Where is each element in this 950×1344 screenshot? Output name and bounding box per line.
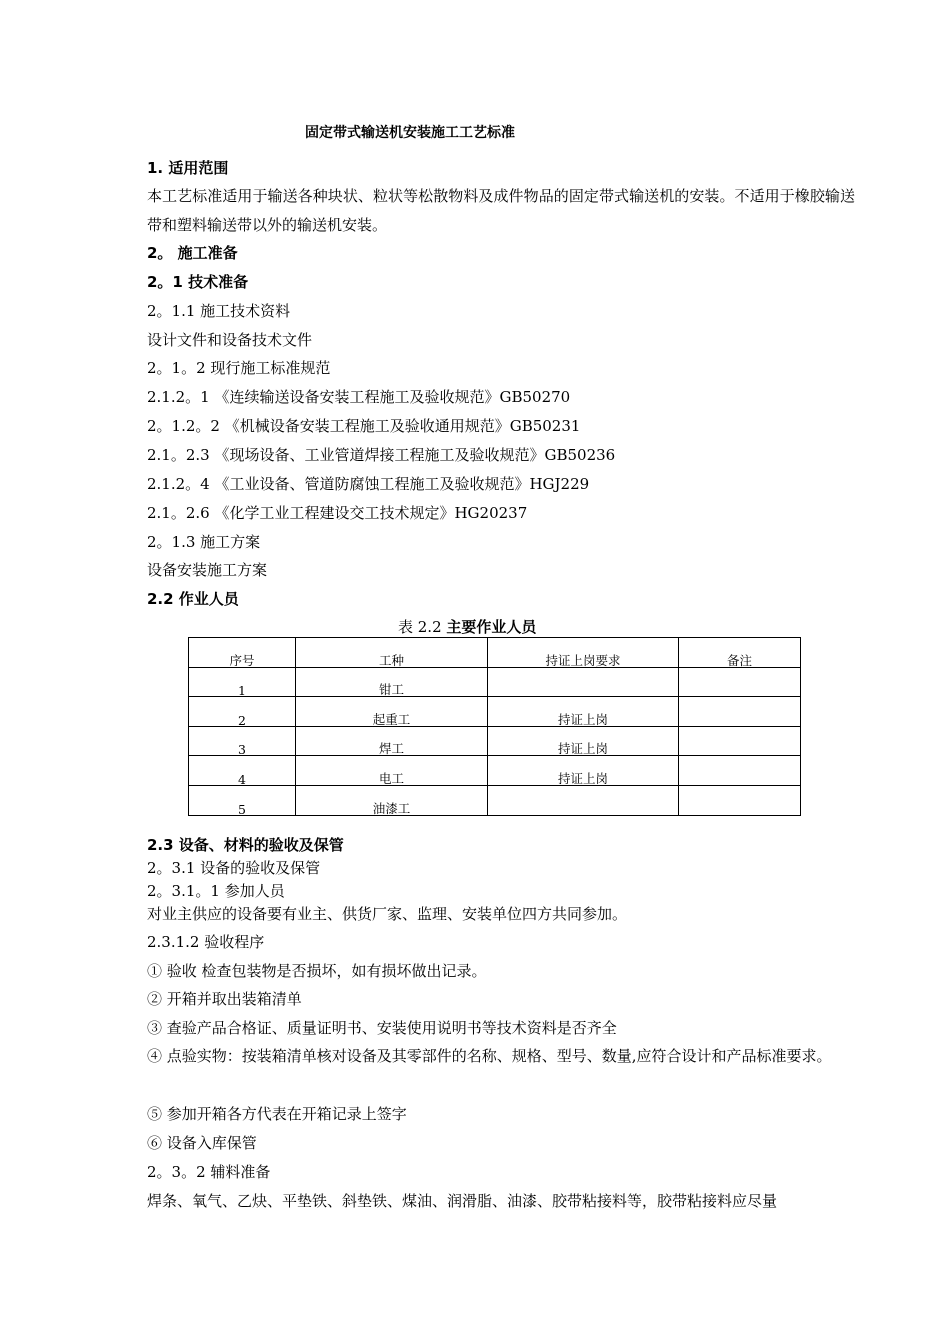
section-2-1-1-body: 设计文件和设备技术文件: [147, 331, 313, 349]
table-cell: [679, 697, 801, 727]
standard-item: 2.1.2。1 《连续输送设备安装工程施工及验收规范》GB50270: [147, 388, 571, 406]
table-caption-prefix: 表 2.2: [398, 618, 447, 636]
staff-table: [188, 637, 801, 816]
section-2-3-1: 2。3.1 设备的验收及保管: [147, 859, 321, 877]
table-cell: 持证上岗: [488, 756, 679, 786]
table-cell: 持证上岗: [488, 726, 679, 756]
standard-item: 2.1.2。4 《工业设备、管道防腐蚀工程施工及验收规范》HGJ229: [147, 475, 590, 493]
table-cell: 电工: [296, 756, 488, 786]
table-cell: 油漆工: [296, 785, 488, 815]
table-cell: [488, 667, 679, 697]
table-cell: 持证上岗: [488, 697, 679, 727]
section-2-1-3-body: 设备安装施工方案: [147, 561, 268, 579]
procedure-step: ⑥ 设备入库保管: [147, 1134, 257, 1152]
section-1-body-text: 本工艺标准适用于输送各种块状、粒状等松散物料及成件物品的固定带式输送机的安装。不适用于橡胶输送带和塑料输送带以外的输送机安装。: [147, 187, 855, 234]
table-row: [189, 785, 801, 815]
section-2-2-heading: 2.2 作业人员: [147, 590, 239, 608]
table-row: [189, 726, 801, 756]
table-cell: [679, 667, 801, 697]
table-caption-title: 主要作业人员: [446, 618, 537, 636]
table-cell: 1: [189, 667, 296, 697]
table-row: [189, 667, 801, 697]
table-header-cell: 序号: [189, 638, 296, 668]
section-2-3-1-1: 2。3.1。1 参加人员: [147, 882, 285, 900]
section-2-1-heading: 2。1 技术准备: [147, 273, 249, 291]
section-2-1-2: 2。1。2 现行施工标准规范: [147, 359, 331, 377]
standard-item: 2.1。2.3 《现场设备、工业管道焊接工程施工及验收规范》GB50236: [147, 446, 616, 464]
table-caption: [398, 617, 536, 637]
table-header-row: [189, 638, 801, 668]
standard-item: 2.1。2.6 《化学工业工程建设交工技术规定》HG20237: [147, 504, 528, 522]
procedure-step: [112, 1042, 855, 1071]
page-title: 固定带式输送机安装施工工艺标准: [305, 125, 515, 141]
section-2-3-heading: 2.3 设备、材料的验收及保管: [147, 836, 344, 854]
table-row: [189, 756, 801, 786]
table-cell: [679, 785, 801, 815]
section-2-heading: 2。 施工准备: [147, 244, 238, 262]
procedure-step: ③ 查验产品合格证、质量证明书、安装使用说明书等技术资料是否齐全: [147, 1019, 617, 1037]
section-1-body: [147, 182, 855, 240]
section-2-3-2-body: 焊条、氧气、乙炔、平垫铁、斜垫铁、煤油、润滑脂、油漆、胶带粘接料等，胶带粘接料应尽量: [147, 1192, 778, 1210]
section-1-heading: 1. 适用范围: [147, 159, 229, 177]
procedure-step: ② 开箱并取出装箱清单: [147, 990, 302, 1008]
section-2-3-1-2: 2.3.1.2 验收程序: [147, 933, 265, 951]
section-2-1-3: 2。1.3 施工方案: [147, 533, 261, 551]
table-cell: 钳工: [296, 667, 488, 697]
section-2-1-1: 2。1.1 施工技术资料: [147, 302, 291, 320]
table-cell: 起重工: [296, 697, 488, 727]
table-cell: 焊工: [296, 726, 488, 756]
section-2-3-2: 2。3。2 辅料准备: [147, 1163, 271, 1181]
table-header-cell: 工种: [296, 638, 488, 668]
standard-item: 2。1.2。2 《机械设备安装工程施工及验收通用规范》GB50231: [147, 417, 581, 435]
table-cell: 2: [189, 697, 296, 727]
table-cell: 3: [189, 726, 296, 756]
section-2-3-1-1-body: 对业主供应的设备要有业主、供货厂家、监理、安装单位四方共同参加。: [147, 905, 628, 923]
table-cell: 4: [189, 756, 296, 786]
table-header-cell: 备注: [679, 638, 801, 668]
table-row: [189, 697, 801, 727]
procedure-step: ⑤ 参加开箱各方代表在开箱记录上签字: [147, 1105, 407, 1123]
table-header-cell: 持证上岗要求: [488, 638, 679, 668]
procedure-step: ① 验收 检查包装物是否损坏，如有损坏做出记录。: [147, 962, 487, 980]
table-cell: 5: [189, 785, 296, 815]
table-cell: [488, 785, 679, 815]
table-cell: [679, 726, 801, 756]
table-cell: [679, 756, 801, 786]
procedure-step-text: ④ 点验实物：按装箱清单核对设备及其零部件的名称、规格、型号、数量,应符合设计和产品标准要求。: [147, 1047, 832, 1065]
